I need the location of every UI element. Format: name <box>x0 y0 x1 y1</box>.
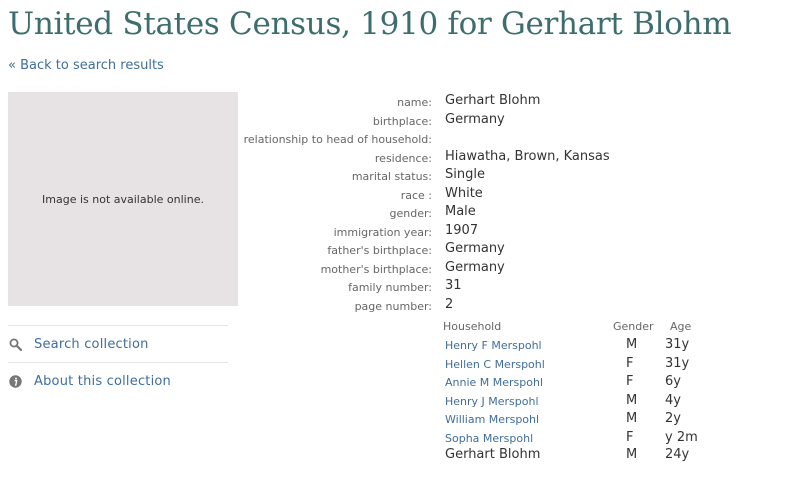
field-name <box>245 92 785 110</box>
field-value: Hiawatha, Brown, Kansas <box>445 148 610 164</box>
field-label: race : <box>400 188 432 202</box>
about-collection-link[interactable] <box>8 362 228 400</box>
household-row-current <box>443 447 743 465</box>
household-member-name: Gerhart Blohm <box>445 447 541 462</box>
member-age: 4y <box>665 392 681 408</box>
field-label: family number: <box>348 281 432 294</box>
gender-column-header: Gender <box>613 320 654 333</box>
member-gender: F <box>626 374 634 389</box>
household-row <box>443 430 743 448</box>
field-gender <box>245 203 785 221</box>
field-mother-birthplace <box>245 259 785 277</box>
field-value: Germany <box>445 111 505 127</box>
field-relationship <box>245 129 785 147</box>
field-residence <box>245 148 785 166</box>
info-icon <box>8 375 22 389</box>
member-gender: M <box>626 337 638 352</box>
back-to-search-link[interactable]: « Back to search results <box>8 58 164 73</box>
field-label: immigration year: <box>333 225 432 239</box>
field-race <box>245 185 785 203</box>
member-age: 2y <box>665 411 681 426</box>
member-gender: M <box>626 411 638 426</box>
field-marital-status <box>245 166 785 184</box>
field-family-number <box>245 277 785 295</box>
member-gender: F <box>626 355 634 371</box>
household-row <box>443 356 743 374</box>
household-member-link[interactable]: Sopha Merspohl <box>445 431 534 445</box>
field-label: father's birthplace: <box>327 244 432 257</box>
member-age: 31y <box>665 337 690 352</box>
record-image-placeholder <box>8 92 238 306</box>
household-member-link[interactable]: Henry J Merspohl <box>445 394 539 408</box>
page-title: United States Census, 1910 for Gerhart Blohm <box>8 6 732 42</box>
field-value: 2 <box>445 296 454 312</box>
age-column-header: Age <box>670 320 692 333</box>
field-label: gender: <box>389 207 432 220</box>
household-row <box>443 411 743 429</box>
search-icon <box>8 338 22 352</box>
field-value: Male <box>445 204 476 219</box>
household-member-link[interactable]: Hellen C Merspohl <box>445 357 545 371</box>
field-label: marital status: <box>351 170 432 183</box>
field-birthplace <box>245 111 785 129</box>
member-gender: F <box>626 429 634 445</box>
search-collection-label: Search collection <box>34 337 149 352</box>
field-page-number <box>245 296 785 314</box>
field-value: Germany <box>445 241 505 256</box>
member-age: 31y <box>665 355 690 371</box>
household-member-link[interactable]: Annie M Merspohl <box>445 376 544 389</box>
household-row <box>443 337 743 355</box>
field-father-birthplace <box>245 240 785 258</box>
field-label: residence: <box>374 151 432 165</box>
field-label: mother's birthplace: <box>320 262 432 276</box>
household-member-link[interactable]: Henry F Merspohl <box>445 339 542 352</box>
household-member-link[interactable]: William Merspohl <box>445 413 540 426</box>
search-collection-link[interactable] <box>8 325 228 363</box>
field-value: White <box>445 185 483 201</box>
household-column-header: Household <box>443 320 502 333</box>
about-collection-label: About this collection <box>34 374 171 389</box>
field-label: birthplace: <box>372 114 432 128</box>
field-label: page number: <box>354 299 432 313</box>
household-row <box>443 374 743 392</box>
field-value: 31 <box>445 278 462 293</box>
field-value: Germany <box>445 259 505 275</box>
field-value: 1907 <box>445 222 479 238</box>
member-gender: M <box>626 392 638 408</box>
member-age: 24y <box>665 447 690 462</box>
field-label: name: <box>397 96 432 109</box>
field-immigration-year <box>245 222 785 240</box>
field-value: Single <box>445 167 485 182</box>
field-value: Gerhart Blohm <box>445 93 541 108</box>
member-gender: M <box>626 447 638 462</box>
member-age: y 2m <box>665 429 698 445</box>
member-age: 6y <box>665 374 681 389</box>
image-unavailable-message: Image is not available online. <box>42 192 204 206</box>
field-label: relationship to head of household: <box>243 133 432 146</box>
household-row <box>443 393 743 411</box>
